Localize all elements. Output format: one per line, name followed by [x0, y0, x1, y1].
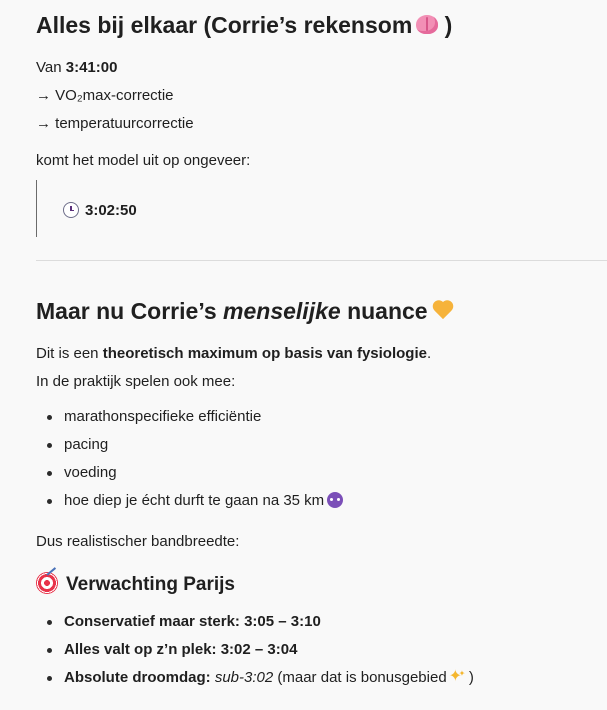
p1-bold: theoretisch maximum op basis van fysiologie: [102, 345, 427, 362]
item-rest: (maar dat is bonusgebied: [273, 669, 447, 686]
list-item-voeding: voeding: [64, 464, 117, 481]
brain-icon: [416, 15, 438, 34]
theoretical-max-paragraph: [36, 344, 431, 364]
sparkles-icon: [449, 669, 465, 685]
temperature-correction-line: → temperatuurcorrectie: [36, 115, 194, 132]
p1-prefix: Dit is een: [36, 345, 103, 362]
smiling-devil-icon: [327, 492, 343, 508]
bullet: [47, 499, 52, 504]
practice-intro: In de praktijk spelen ook mee:: [36, 373, 236, 390]
bullet: [47, 648, 52, 653]
result-value: 3:02:50: [85, 202, 137, 219]
blockquote-bar: [36, 180, 37, 237]
bullet: [47, 415, 52, 420]
list-item-diep-gaan: [64, 491, 343, 511]
blockquote-result: [63, 201, 137, 221]
yellow-heart-icon: [432, 301, 454, 321]
list-item-conservatief: [64, 612, 321, 632]
clock-icon: [63, 202, 79, 218]
p1-suffix: .: [426, 345, 432, 362]
list-item-pacing: pacing: [64, 436, 109, 453]
bandwidth-intro: Dus realistischer bandbreedte:: [36, 533, 240, 550]
heading-italic: menselijke: [223, 298, 341, 324]
list-item-droomdag: [64, 668, 474, 688]
heading-text: Alles bij elkaar (Corrie’s rekensom: [36, 12, 413, 38]
heading-close-paren: ): [444, 12, 453, 38]
from-prefix: Van: [36, 59, 66, 76]
list-item-alles-valt: [64, 640, 297, 660]
bullet: [47, 471, 52, 476]
bullet: [47, 676, 52, 681]
from-value: 3:41:00: [65, 59, 118, 76]
item-close-paren: ): [468, 669, 474, 686]
item-italic: sub-3:02: [214, 669, 274, 686]
item-bold: Conservatief maar sterk: 3:05 – 3:10: [64, 613, 321, 630]
list-item-efficiency: marathonspecifieke efficiëntie: [64, 408, 262, 425]
bullet: [47, 620, 52, 625]
heading-alles-bij-elkaar: [36, 12, 452, 39]
item-bold: Alles valt op z’n plek: 3:02 – 3:04: [64, 641, 298, 658]
heading-text: Verwachting Parijs: [66, 574, 235, 595]
heading-menselijke-nuance: [36, 298, 454, 325]
vo2-correction-line: → VO₂max-correctie: [36, 87, 174, 104]
model-intro: komt het model uit op ongeveer:: [36, 152, 251, 169]
list-item-text: hoe diep je écht durft te gaan na 35 km: [64, 492, 325, 509]
heading-prefix: Maar nu Corrie’s: [36, 298, 224, 324]
heading-verwachting-parijs: [36, 574, 235, 596]
heading-suffix: nuance: [340, 298, 428, 324]
item-bold: Absolute droomdag:: [64, 669, 211, 686]
horizontal-divider: [36, 260, 607, 261]
bullet: [47, 443, 52, 448]
from-line: [36, 58, 117, 78]
target-icon: [36, 572, 58, 594]
